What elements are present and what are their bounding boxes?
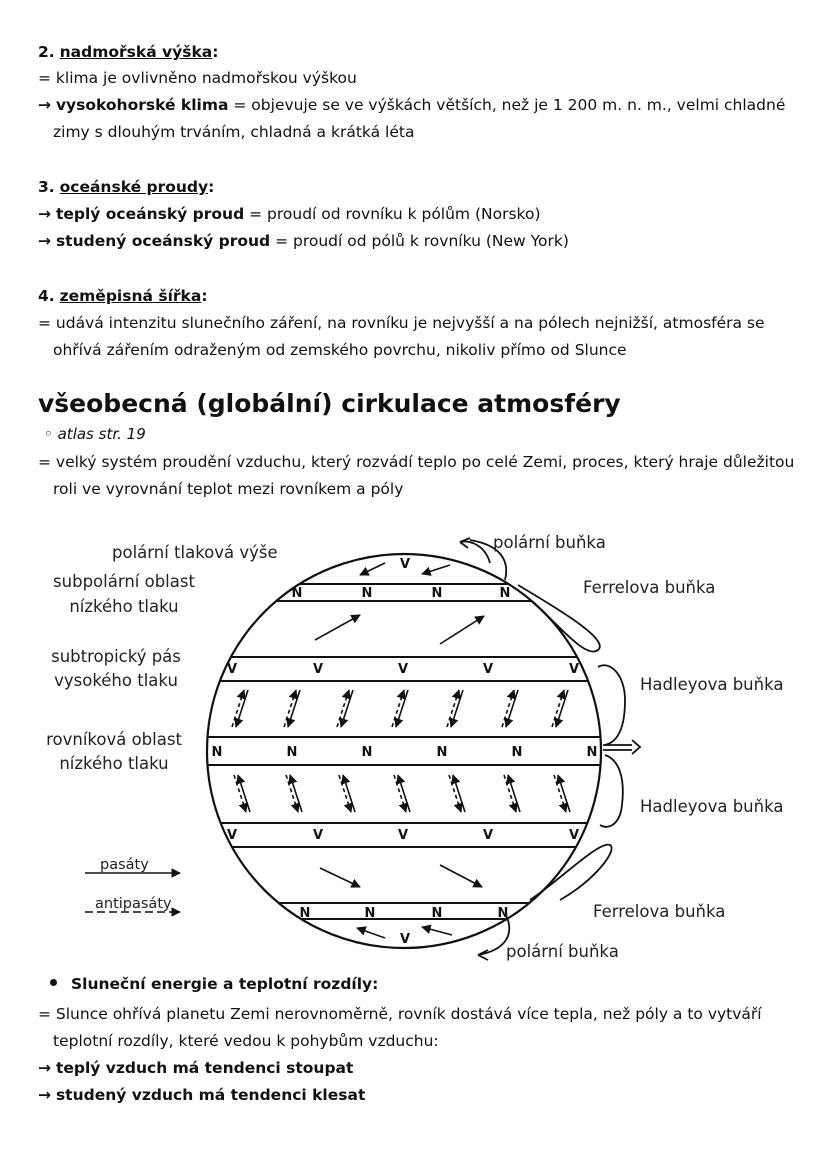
low-pressure-mark: N bbox=[431, 906, 443, 921]
pressure-marks bbox=[212, 557, 598, 947]
low-pressure-mark: N bbox=[497, 906, 509, 921]
section-3-heading bbox=[38, 177, 214, 197]
section-3-colon: : bbox=[208, 178, 215, 196]
circulation-diagram bbox=[0, 520, 828, 970]
section-4-colon: : bbox=[201, 287, 208, 305]
trade-wind-arrow bbox=[396, 690, 408, 727]
high-pressure-mark: V bbox=[568, 662, 580, 677]
section-3-title: oceánské proudy bbox=[59, 178, 209, 196]
energy-line-2: teplotní rozdíly, které vedou k pohybům vzduchu: bbox=[53, 1032, 439, 1050]
low-pressure-mark: N bbox=[286, 745, 298, 760]
high-pressure-mark: V bbox=[397, 662, 409, 677]
term-teply-proud: teplý oceánský proud bbox=[55, 205, 245, 223]
high-pressure-mark: V bbox=[397, 828, 409, 843]
label-ferrel-bottom: Ferrelova buňka bbox=[593, 902, 726, 921]
section-2-number: 2. bbox=[38, 43, 55, 61]
energy-line-1: = Slunce ohřívá planetu Zemi nerovnoměrně, rovník dostává více tepla, než póly a to vytváří bbox=[38, 1005, 762, 1023]
high-pressure-mark: V bbox=[226, 828, 238, 843]
definition-line-2: roli ve vyrovnání teplot mezi rovníkem a póly bbox=[53, 480, 404, 498]
high-pressure-mark: V bbox=[399, 557, 411, 572]
low-pressure-mark: N bbox=[361, 586, 373, 601]
arrow: → bbox=[38, 205, 51, 223]
term-vysokohorske-klima: vysokohorské klima bbox=[55, 96, 229, 114]
energy-line-4 bbox=[38, 1085, 365, 1105]
hadley-bottom-arrows bbox=[234, 775, 570, 812]
trade-wind-arrow bbox=[238, 775, 250, 812]
hadley-top-arrows bbox=[232, 690, 568, 727]
label-hadley-top: Hadleyova buňka bbox=[640, 675, 784, 694]
arrow: → bbox=[38, 1086, 51, 1104]
globe-outline bbox=[207, 554, 601, 948]
high-pressure-mark: V bbox=[312, 662, 324, 677]
low-pressure-mark: N bbox=[431, 586, 443, 601]
energy-line-3 bbox=[38, 1058, 353, 1078]
warm-air-rises: teplý vzduch má tendenci stoupat bbox=[55, 1059, 354, 1077]
section-3-number: 3. bbox=[38, 178, 55, 196]
definition: = objevuje se ve výškách větších, než je 1 200 m. n. m., velmi chladné bbox=[228, 96, 786, 114]
trade-wind-arrow bbox=[558, 775, 570, 812]
section-2-heading bbox=[38, 42, 218, 62]
label-subpolar-2: nízkého tlaku bbox=[69, 597, 179, 616]
trade-wind-arrow bbox=[451, 690, 463, 727]
section-2-line-1: = klima je ovlivněno nadmořskou výškou bbox=[38, 69, 357, 87]
legend-anti-trade-winds: antipasáty bbox=[95, 896, 172, 912]
label-subpolar-1: subpolární oblast bbox=[53, 572, 195, 591]
low-pressure-mark: N bbox=[586, 745, 598, 760]
legend-trade-winds: pasáty bbox=[100, 857, 149, 873]
atlas-reference: ◦ atlas str. 19 bbox=[44, 425, 146, 443]
high-pressure-mark: V bbox=[482, 662, 494, 677]
label-hadley-bottom: Hadleyova buňka bbox=[640, 797, 784, 816]
label-subtropic-1: subtropický pás bbox=[51, 647, 181, 666]
trade-wind-arrow bbox=[556, 690, 568, 727]
low-pressure-mark: N bbox=[299, 906, 311, 921]
low-pressure-mark: N bbox=[511, 745, 523, 760]
section-4-line-2: ohřívá zářením odraženým od zemského povrchu, nikoliv přímo od Slunce bbox=[53, 341, 627, 359]
high-pressure-mark: V bbox=[312, 828, 324, 843]
low-pressure-mark: N bbox=[499, 586, 511, 601]
low-pressure-mark: N bbox=[211, 745, 223, 760]
section-4-number: 4. bbox=[38, 287, 55, 305]
arrow: → bbox=[38, 232, 51, 250]
trade-wind-arrow bbox=[288, 690, 300, 727]
label-subtropic-2: vysokého tlaku bbox=[54, 671, 178, 690]
page-heading: všeobecná (globální) cirkulace atmosféry bbox=[38, 389, 621, 418]
section-4-line-1: = udává intenzitu slunečního záření, na rovníku je nejvyšší a na pólech nejnižší, atmosféra se bbox=[38, 314, 765, 332]
section-2-colon: : bbox=[212, 43, 219, 61]
label-polar-cell-top: polární buňka bbox=[493, 533, 606, 552]
label-equator-2: nízkého tlaku bbox=[59, 754, 169, 773]
trade-wind-arrow bbox=[236, 690, 248, 727]
definition: = proudí od pólů k rovníku (New York) bbox=[270, 232, 569, 250]
label-polar-cell-bottom: polární buňka bbox=[506, 942, 619, 961]
section-2-line-2 bbox=[38, 95, 785, 115]
trade-wind-arrow bbox=[290, 775, 302, 812]
bullet-text: Sluneční energie a teplotní rozdíly: bbox=[71, 975, 379, 993]
wind-arrows bbox=[312, 563, 484, 938]
definition: = proudí od rovníku k pólům (Norsko) bbox=[244, 205, 541, 223]
section-2-title: nadmořská výška bbox=[59, 43, 213, 61]
section-3-line-2 bbox=[38, 231, 569, 251]
high-pressure-mark: V bbox=[568, 828, 580, 843]
label-polar-high: polární tlaková výše bbox=[112, 543, 278, 562]
trade-wind-arrow bbox=[343, 775, 355, 812]
trade-wind-arrow bbox=[453, 775, 465, 812]
low-pressure-mark: N bbox=[361, 745, 373, 760]
low-pressure-mark: N bbox=[436, 745, 448, 760]
cold-air-sinks: studený vzduch má tendenci klesat bbox=[55, 1086, 366, 1104]
section-2-line-3: zimy s dlouhým trváním, chladná a krátká léta bbox=[53, 123, 415, 141]
arrow: → bbox=[38, 1059, 51, 1077]
bullet-heading bbox=[50, 975, 378, 993]
term-studeny-proud: studený oceánský proud bbox=[55, 232, 271, 250]
section-3-line-1 bbox=[38, 204, 541, 224]
trade-wind-arrow bbox=[398, 775, 410, 812]
label-ferrel-top: Ferrelova buňka bbox=[583, 578, 716, 597]
bullet-dot bbox=[50, 979, 57, 986]
section-4-heading bbox=[38, 286, 208, 306]
trade-wind-arrow bbox=[508, 775, 520, 812]
low-pressure-mark: N bbox=[364, 906, 376, 921]
trade-wind-arrow bbox=[506, 690, 518, 727]
high-pressure-mark: V bbox=[226, 662, 238, 677]
low-pressure-mark: N bbox=[291, 586, 303, 601]
high-pressure-mark: V bbox=[399, 932, 411, 947]
section-4-title: zeměpisná šířka bbox=[59, 287, 202, 305]
label-equator-1: rovníková oblast bbox=[46, 730, 182, 749]
definition-line-1: = velký systém proudění vzduchu, který rozvádí teplo po celé Zemi, proces, který hraje důležitou bbox=[38, 453, 795, 471]
arrow: → bbox=[38, 96, 51, 114]
trade-wind-arrow bbox=[341, 690, 353, 727]
high-pressure-mark: V bbox=[482, 828, 494, 843]
